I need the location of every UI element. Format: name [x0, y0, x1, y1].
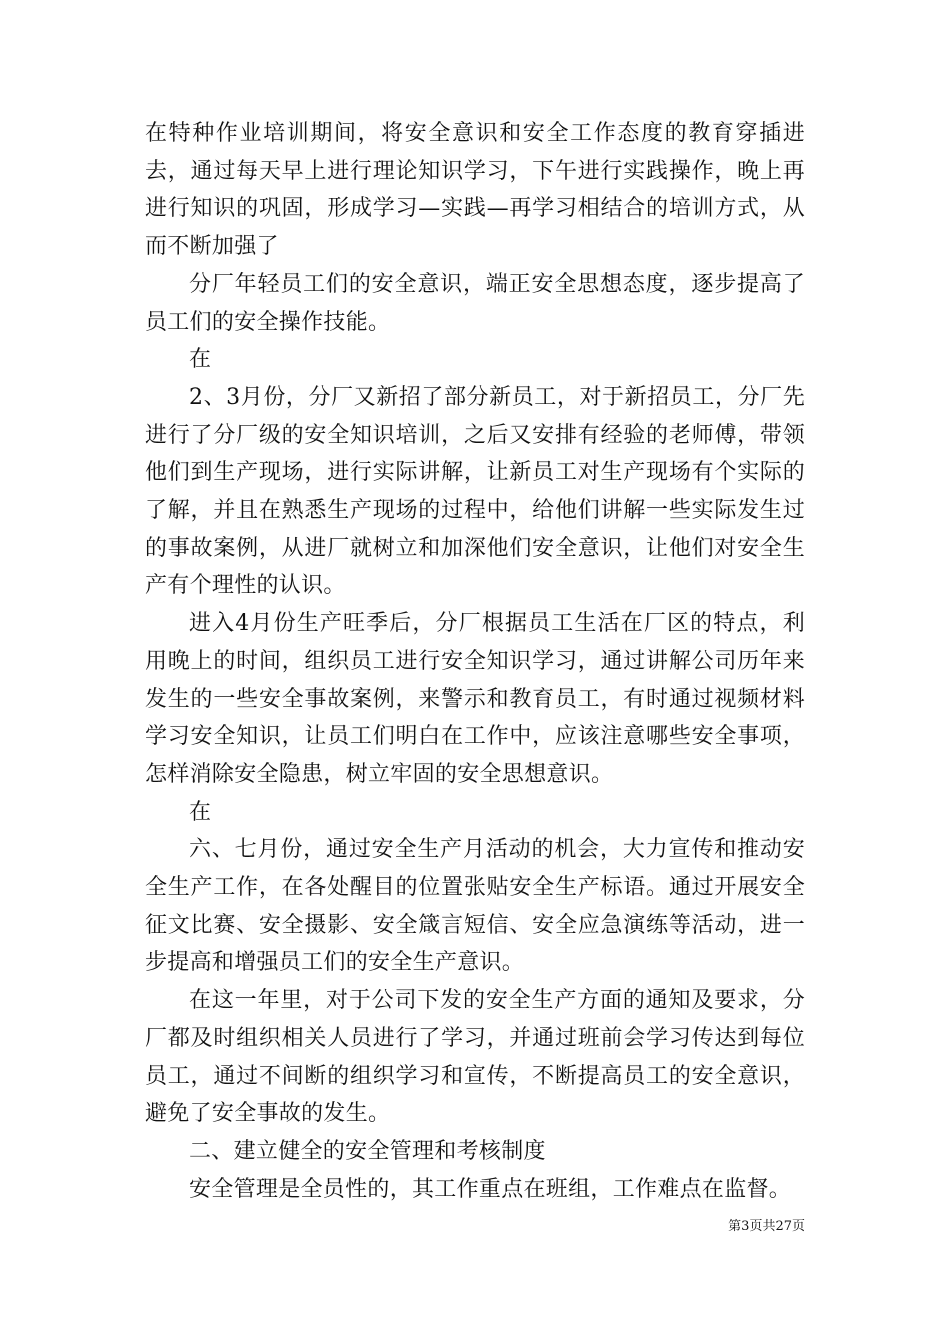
document-body: [145, 115, 805, 1208]
paragraph-4: 2、3月份，分厂又新招了部分新员工，对于新招员工，分厂先进行了分厂级的安全知识培训，之后又安排有经验的老师傅，带领他们到生产现场，进行实际讲解，让新员工对生产现场有个实际的了解，并且在熟悉生产现场的过程中，给他们讲解一些实际发生过的事故案例，从进厂就树立和加深他们安全意识，让他们对安全生产有个理性的认识。: [145, 384, 805, 599]
page-number: 第3页共27页: [728, 1219, 805, 1234]
paragraph-2: 分厂年轻员工们的安全意识，端正安全思想态度，逐步提高了员工们的安全操作技能。: [145, 271, 805, 335]
paragraph-5: 进入4月份生产旺季后，分厂根据员工生活在厂区的特点，利用晚上的时间，组织员工进行安全知识学习，通过讲解公司历年来发生的一些安全事故案例，来警示和教育员工，有时通过视频材料学习安全知识，让员工们明白在工作中，应该注意哪些安全事项，怎样消除安全隐患，树立牢固的安全思想意识。: [145, 611, 805, 787]
paragraph-6: 在: [189, 799, 212, 825]
paragraph-1: 在特种作业培训期间，将安全意识和安全工作态度的教育穿插进去，通过每天早上进行理论知识学习，下午进行实践操作，晚上再进行知识的巩固，形成学习—实践—再学习相结合的培训方式，从而不断加强了: [145, 121, 805, 260]
paragraph-9: 安全管理是全员性的，其工作重点在班组，工作难点在监督。: [189, 1176, 792, 1202]
section-heading: 二、建立健全的安全管理和考核制度: [189, 1138, 546, 1164]
paragraph-3: 在: [189, 347, 212, 373]
paragraph-8: 在这一年里，对于公司下发的安全生产方面的通知及要求，分厂都及时组织相关人员进行了学习，并通过班前会学习传达到每位员工，通过不间断的组织学习和宣传，不断提高员工的安全意识，避免了安全事故的发生。: [145, 988, 805, 1127]
paragraph-7: 六、七月份，通过安全生产月活动的机会，大力宣传和推动安全生产工作，在各处醒目的位置张贴安全生产标语。通过开展安全征文比赛、安全摄影、安全箴言短信、安全应急演练等活动，进一步提高和增强员工们的安全生产意识。: [145, 837, 805, 976]
